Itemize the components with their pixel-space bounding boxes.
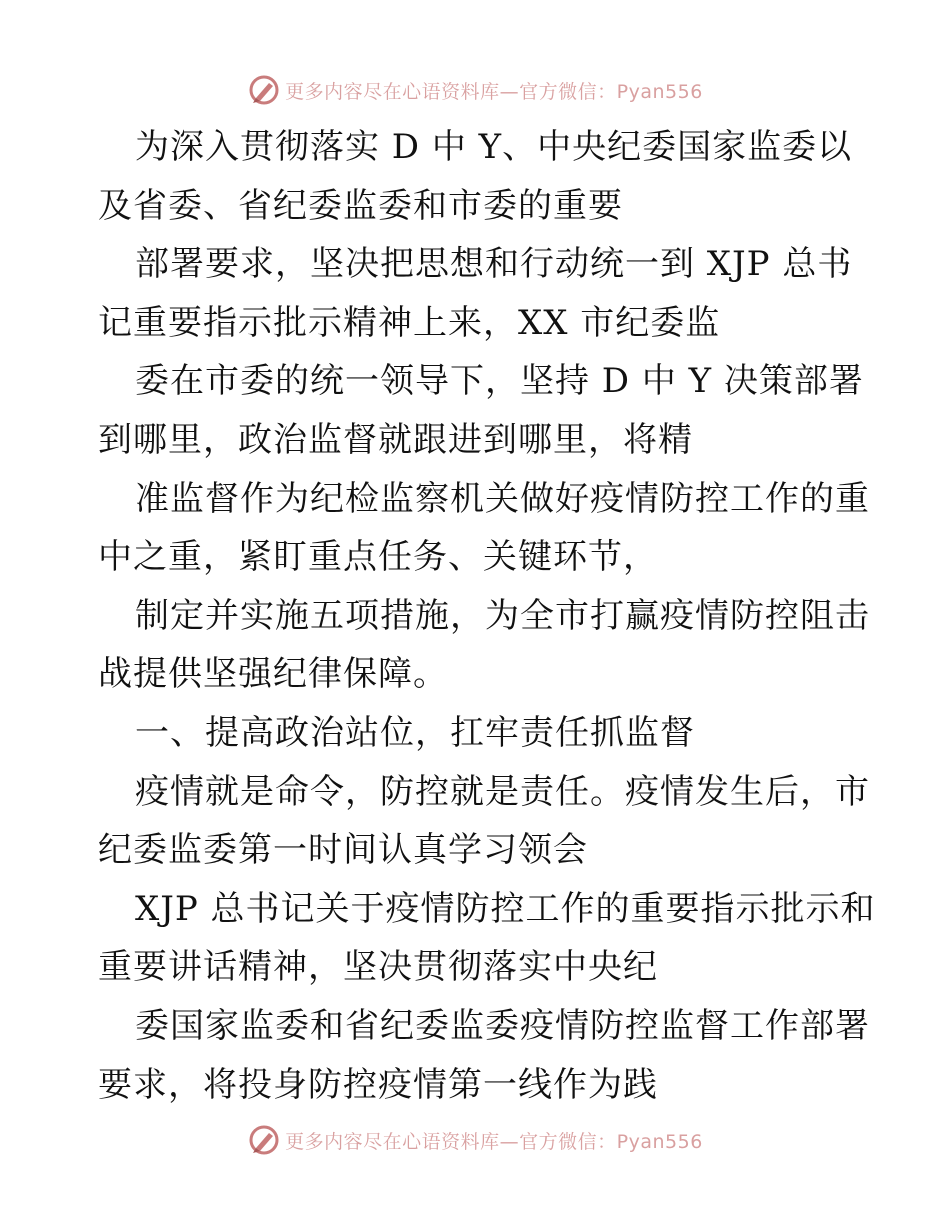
paragraph-line: 战提供坚强纪律保障。 <box>98 654 448 695</box>
paragraph-line: 纪委监委第一时间认真学习领会 <box>98 830 588 871</box>
paragraph-line: 重要讲话精神，坚决贯彻落实中央纪 <box>98 947 658 988</box>
footer-banner-text: 更多内容尽在心语资料库—官方微信：Pyan556 <box>285 1130 703 1153</box>
paragraph-line: 中之重，紧盯重点任务、关键环节， <box>98 537 658 578</box>
paragraph-line: 委在市委的统一领导下，坚持 D 中 Y 决策部署 <box>135 361 864 402</box>
pen-logo-icon <box>247 73 281 107</box>
header-banner <box>0 70 950 110</box>
pen-logo-icon <box>247 1123 281 1157</box>
paragraph-line: 为深入贯彻落实 D 中 Y、中央纪委国家监委以 <box>135 127 853 167</box>
paragraph-line: 准监督作为纪检监察机关做好疫情防控工作的重 <box>135 478 870 519</box>
document-body <box>98 118 876 1114</box>
paragraph-line: 到哪里，政治监督就跟进到哪里，将精 <box>98 419 693 460</box>
paragraph-line: 记重要指示批示精神上来，XX 市纪委监 <box>98 302 721 343</box>
paragraph-line: 及省委、省纪委监委和市委的重要 <box>98 185 623 226</box>
footer-banner <box>0 1120 950 1160</box>
paragraph-line: XJP 总书记关于疫情防控工作的重要指示批示和 <box>135 888 876 929</box>
paragraph-line: 委国家监委和省纪委监委疫情防控监督工作部署 <box>135 1005 870 1046</box>
paragraph-line: 要求，将投身防控疫情第一线作为践 <box>98 1064 658 1105</box>
section-heading: 一、提高政治站位，扛牢责任抓监督 <box>135 712 695 753</box>
paragraph-line: 部署要求，坚决把思想和行动统一到 XJP 总书 <box>135 244 853 285</box>
paragraph-line: 疫情就是命令，防控就是责任。疫情发生后，市 <box>135 771 870 812</box>
paragraph-line: 制定并实施五项措施，为全市打赢疫情防控阻击 <box>135 595 870 636</box>
header-banner-text: 更多内容尽在心语资料库—官方微信：Pyan556 <box>285 80 703 103</box>
